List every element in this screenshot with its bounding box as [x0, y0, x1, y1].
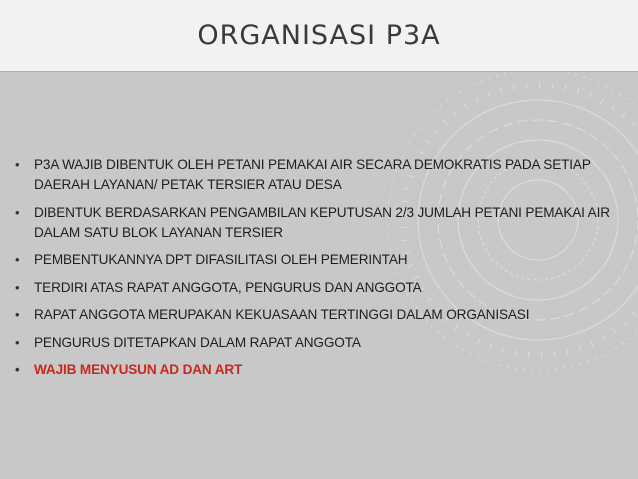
bullet-dot: • — [15, 157, 20, 172]
bullet-dot: • — [15, 252, 20, 267]
bullet-text: TERDIRI ATAS RAPAT ANGGOTA, PENGURUS DAN ANGGOTA — [34, 279, 422, 295]
bullet-dot: • — [15, 279, 20, 295]
bullet-text: WAJIB MENYUSUN AD DAN ART — [34, 362, 243, 377]
bullet-item — [15, 333, 625, 353]
bullet-dot: • — [15, 362, 20, 377]
bullet-text: RAPAT ANGGOTA MERUPAKAN KEKUASAAN TERTINGGI DALAM ORGANISASI — [34, 307, 530, 322]
bullet-item — [15, 203, 625, 243]
bullet-text: P3A WAJIB DIBENTUK OLEH PETANI PEMAKAI AIR SECARA DEMOKRATIS PADA SETIAP DAERAH LAYANAN/ PETAK TERSIER ATAU DESA — [34, 157, 591, 192]
slide-title: ORGANISASI P3A — [197, 20, 441, 51]
bullet-dot: • — [15, 204, 20, 220]
bullet-text: PENGURUS DITETAPKAN DALAM RAPAT ANGGOTA — [34, 334, 361, 350]
bullet-item — [15, 278, 625, 298]
bullet-text: DIBENTUK BERDASARKAN PENGAMBILAN KEPUTUSAN 2/3 JUMLAH PETANI PEMAKAI AIR DALAM SATU BLOK LAYANAN TERSIER — [34, 204, 610, 240]
title-bar — [0, 0, 638, 72]
bullet-item-highlight — [15, 360, 625, 380]
bullet-list — [15, 155, 625, 380]
bullet-text: PEMBENTUKANNYA DPT DIFASILITASI OLEH PEMERINTAH — [34, 252, 408, 267]
slide-content — [15, 155, 625, 388]
bullet-item — [15, 305, 625, 325]
bullet-item — [15, 250, 625, 270]
bullet-dot: • — [15, 307, 20, 322]
bullet-dot: • — [15, 334, 20, 350]
bullet-item — [15, 155, 625, 195]
